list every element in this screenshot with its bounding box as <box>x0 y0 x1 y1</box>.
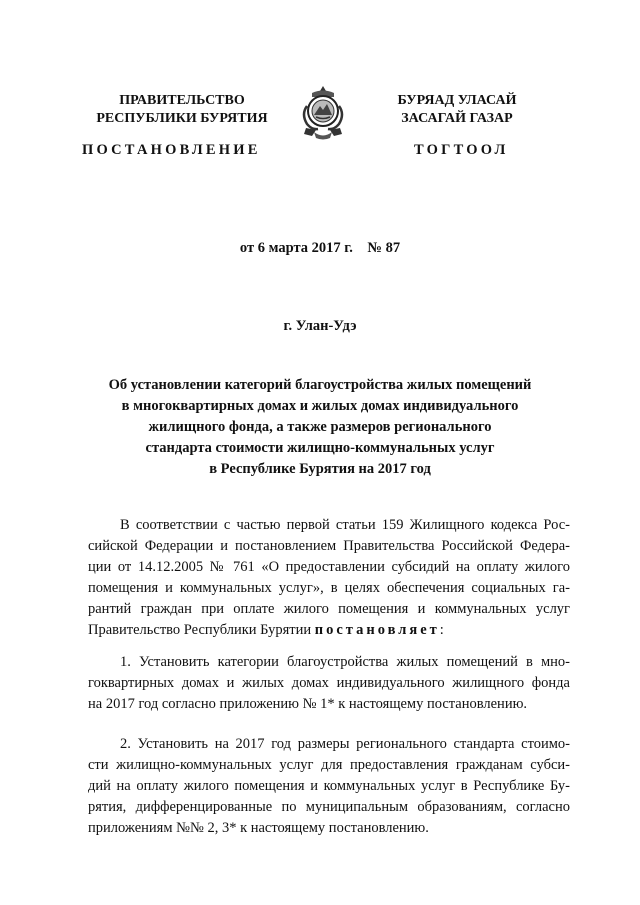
coat-of-arms-icon <box>298 84 348 142</box>
paragraph-line: сти жилищно-коммунальных услуг для предоставления гражданам субси- <box>88 757 570 773</box>
paragraph-line: приложениям №№ 2, 3* к настоящему постановлению. <box>88 820 429 836</box>
title-line: Об установлении категорий благоустройства жилых помещений <box>108 377 532 393</box>
resolution-prefix: Правительство Республики Бурятии <box>88 622 315 638</box>
paragraph-line: 1. Установить категории благоустройства жилых помещений в мно- <box>120 654 570 670</box>
title-line: в многоквартирных домах и жилых домах индивидуального <box>121 398 519 414</box>
paragraph-line: дий на оплату жилого помещения и коммунальных услуг в Республике Бу- <box>88 778 570 794</box>
title-line: в Республике Бурятия на 2017 год <box>209 461 431 477</box>
resolution-keyword: постановляет <box>314 622 440 638</box>
paragraph-line: 2. Установить на 2017 год размеры регионального стандарта стоимо- <box>120 736 570 752</box>
paragraph-line <box>88 620 570 641</box>
paragraph-item-2 <box>88 734 570 839</box>
resolution-suffix: : <box>439 622 444 638</box>
paragraph-line: сийской Федерации и постановлением Правительства Российской Федера- <box>88 538 570 554</box>
header-right-line2: ЗАСАГАЙ ГАЗАР <box>401 111 513 126</box>
header-right-line1: БУРЯАД УЛАСАЙ <box>397 93 517 108</box>
title-line: стандарта стоимости жилищно-коммунальных услуг <box>145 440 495 456</box>
paragraph-line: помещения и коммунальных услуг», в целях обеспечения социальных га- <box>88 580 570 596</box>
date-number-line <box>60 240 580 257</box>
header-left-line1: ПРАВИТЕЛЬСТВО <box>119 93 245 108</box>
doc-type-right: ТОГТООЛ <box>414 142 509 158</box>
paragraph-line: В соответствии с частью первой статьи 159 Жилищного кодекса Рос- <box>120 517 570 533</box>
document-city: г. Улан-Удэ <box>283 318 357 334</box>
paragraph-line: рятия, дифференцированные по муниципальным образованиям, согласно <box>88 799 570 815</box>
header-left-line2: РЕСПУБЛИКИ БУРЯТИЯ <box>96 111 268 126</box>
paragraph-line: гоквартирных домах и жилых домах индивидуального жилищного фонда <box>88 675 570 691</box>
doc-type-left: ПОСТАНОВЛЕНИЕ <box>82 142 261 158</box>
document-date: от 6 марта 2017 г. <box>239 240 353 256</box>
title-line: жилищного фонда, а также размеров регионального <box>148 419 492 435</box>
paragraph-line: на 2017 год согласно приложению № 1* к настоящему постановлению. <box>88 696 528 712</box>
header-right <box>362 92 552 128</box>
document-number: № 87 <box>367 240 401 256</box>
paragraph-line: рантий граждан при оплате жилого помещения и коммунальных услуг <box>88 601 570 617</box>
paragraph-line: ции от 14.12.2005 № 761 «О предоставлении субсидий на оплату жилого <box>88 559 570 575</box>
header-left <box>82 92 282 128</box>
document-title <box>60 375 580 480</box>
paragraph-preamble <box>88 515 570 641</box>
paragraph-item-1 <box>88 652 570 715</box>
